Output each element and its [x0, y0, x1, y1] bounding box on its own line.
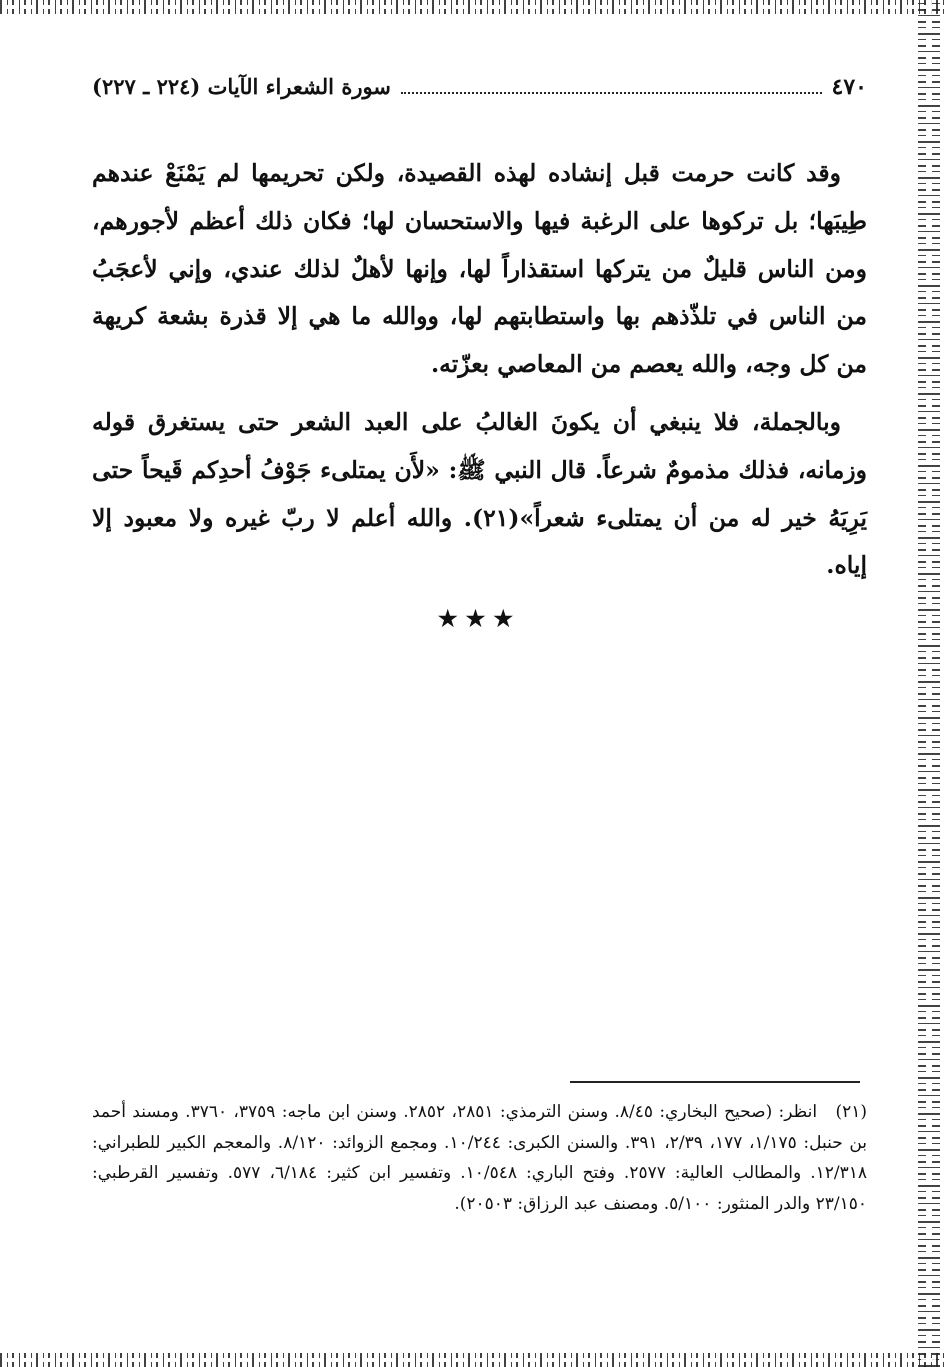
running-header — [92, 74, 867, 114]
page-border-bottom — [0, 1353, 946, 1367]
header-title: سورة الشعراء الآيات (٢٢٤ ـ ٢٢٧) — [92, 74, 391, 99]
header-dot-leader — [401, 91, 822, 94]
section-divider-stars: ★★★ — [437, 606, 522, 633]
page-content — [92, 74, 867, 644]
body-text — [92, 150, 867, 644]
page-border-right — [918, 0, 940, 1367]
page-number: ٤٧٠ — [831, 74, 867, 100]
footnote-text: انظر: (صحيح البخاري: ٨/٤٥. وسنن الترمذي: ٢٨٥١، ٢٨٥٢. وسنن ابن ماجه: ٣٧٥٩، ٣٧٦٠. ومسند أحمد بن حنبل: ١/١٧٥، ١٧٧، ٢/٣٩، ٣٩١. والسنن الكبرى: ١٠/٢٤٤. ومجمع الزوائد: ٨/١٢٠. والمعجم الكبير للطبراني: ١٢/٣١٨. والمطالب العالية: ٢٥٧٧. وفتح الباري: ١٠/٥٤٨. وتفسير ابن كثير: ٦/١٨٤، ٥٧٧. وتفسير القرطبي: ٢٣/١٥٠ والدر المنثور: ٥/١٠٠. ومصنف عبد الرزاق: ٢٠٥٠٣). — [92, 1102, 868, 1214]
paragraph: وبالجملة، فلا ينبغي أن يكونَ الغالبُ على العبد الشعر حتى يستغرق قوله وزمانه، فذلك مذمومٌ شرعاً. قال النبي ﷺ: «لأَن يمتلىء جَوْفُ أحدِكم قَيحاً حتى يَرِيَهُ خير له من أن يمتلىء شعراً»(٢١). والله أعلم لا ربّ غيره ولا معبود إلا إياه. — [92, 407, 867, 580]
page-border-top — [0, 0, 946, 14]
footnote-number: (٢١) — [835, 1102, 868, 1122]
footnote — [92, 1097, 867, 1219]
paragraph: وقد كانت حرمت قبل إنشاده لهذه القصيدة، ولكن تحريمها لم يَمْنَعْ عندهم طِيبَها؛ بل تركوها على الرغبة فيها والاستحسان لها؛ فكان ذلك أعظم لأجورهم، ومن الناس قليلٌ من يتركها استقذاراً لها، وإنها لأهلٌ لذلك عندي، وإني لأعجَبُ من الناس في تلذّذهم بها واستطابتهم لها، ووالله ما هي إلا قذرة بشعة كريهة من كل وجه، والله يعصم من المعاصي بعزّته. — [92, 159, 867, 379]
footnote-separator — [570, 1081, 860, 1083]
